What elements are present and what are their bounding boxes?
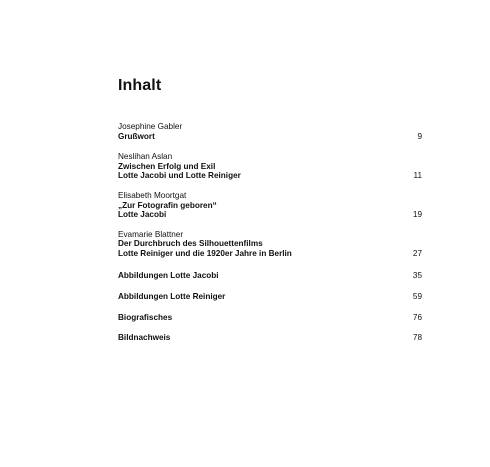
entry-author: Elisabeth Moortgat bbox=[118, 190, 187, 200]
entry-subtitle: Lotte Reiniger und die 1920er Jahre in Berlin bbox=[118, 248, 292, 258]
entry-page-number: 35 bbox=[412, 270, 422, 280]
entry-page-number: 27 bbox=[412, 248, 422, 258]
toc-entry-abbildungen-lotte-reiniger bbox=[118, 292, 422, 302]
toc-entry-bildnachweis bbox=[118, 333, 422, 343]
entry-page-number: 9 bbox=[417, 131, 422, 141]
entry-subtitle: Lotte Jacobi und Lotte Reiniger bbox=[118, 171, 241, 181]
entry-title: „Zur Fotografin geboren“ bbox=[118, 200, 217, 210]
entry-page-number: 76 bbox=[412, 312, 422, 322]
entry-author: Josephine Gabler bbox=[118, 122, 183, 131]
entry-title: Der Durchbruch des Silhouettenfilms bbox=[118, 239, 263, 249]
toc-entry-zwischen-erfolg-und-exil bbox=[118, 152, 422, 181]
entry-title: Abbildungen Lotte Reiniger bbox=[118, 292, 226, 302]
entry-title: Biografisches bbox=[118, 312, 173, 322]
toc-entry-biografisches bbox=[118, 313, 422, 323]
entry-title: Abbildungen Lotte Jacobi bbox=[118, 270, 219, 280]
table-of-contents bbox=[118, 122, 422, 343]
entry-page-number: 78 bbox=[412, 333, 422, 343]
toc-entry-zur-fotografin-geboren bbox=[118, 191, 422, 220]
entry-page-number: 19 bbox=[412, 210, 422, 220]
entry-page-number: 11 bbox=[413, 171, 422, 181]
page-title: Inhalt bbox=[118, 77, 162, 94]
toc-entry-durchbruch-silhouettenfilm bbox=[118, 230, 422, 259]
entry-page-number: 59 bbox=[412, 292, 422, 302]
entry-title: Grußwort bbox=[118, 131, 155, 141]
entry-title: Bildnachweis bbox=[118, 333, 171, 343]
toc-entry-grusswort bbox=[118, 122, 422, 141]
toc-entry-abbildungen-lotte-jacobi bbox=[118, 271, 422, 281]
entry-subtitle: Lotte Jacobi bbox=[118, 210, 167, 220]
entry-author: Evamarie Blattner bbox=[118, 229, 184, 239]
entry-title: Zwischen Erfolg und Exil bbox=[118, 161, 216, 171]
entry-author: Neslihan Aslan bbox=[118, 152, 173, 162]
